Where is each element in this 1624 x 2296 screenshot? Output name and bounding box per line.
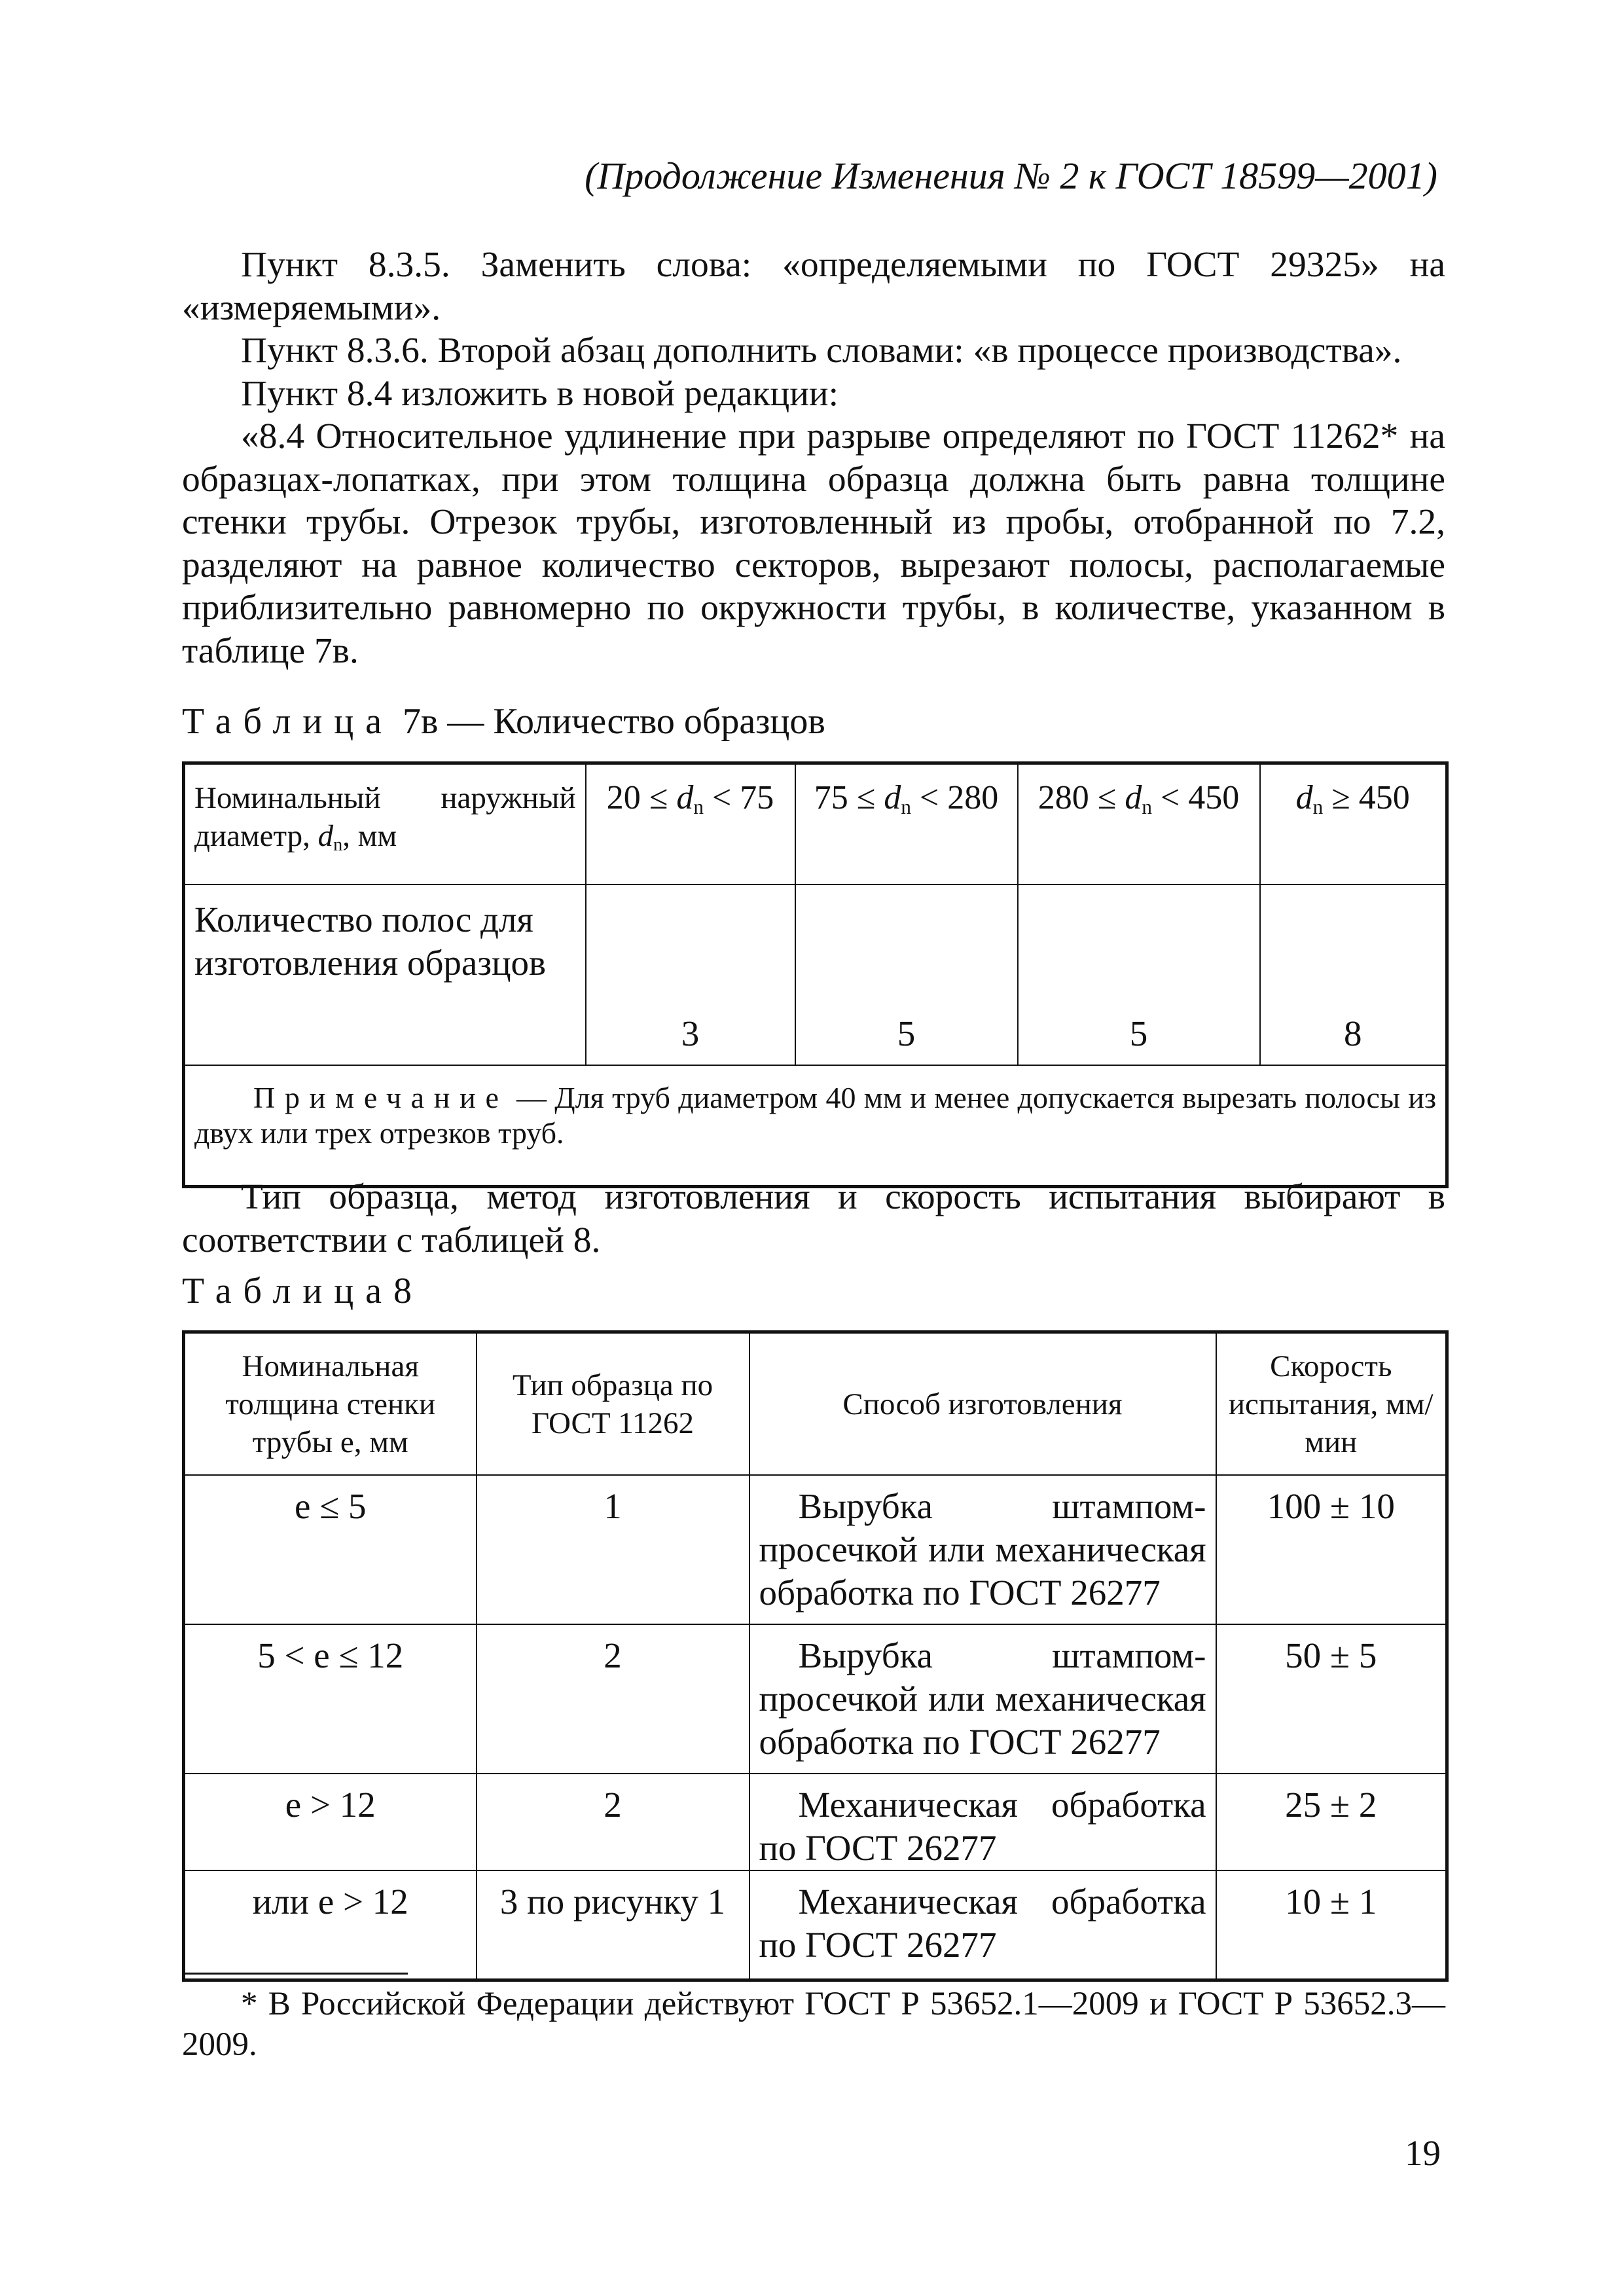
table-8-header-row — [184, 1332, 1447, 1476]
table-8-method: Вырубка штампом-просечкой или механическая обработка по ГОСТ 26277 — [749, 1475, 1216, 1624]
footnote: * В Российской Федерации действуют ГОСТ Р 53652.1—2009 и ГОСТ Р 53652.3—2009. — [182, 1986, 1445, 2063]
table-8-header-speed: Скорость испытания, мм/мин — [1216, 1332, 1447, 1476]
table-8-header-type: Тип образца по ГОСТ 11262 — [477, 1332, 749, 1476]
table-row — [184, 1624, 1447, 1774]
table-7b-note-word: Примечание — [253, 1081, 509, 1114]
table-8-method: Механическая обработка по ГОСТ 26277 — [749, 1774, 1216, 1870]
table-8-type: 3 по рисунку 1 — [477, 1870, 749, 1980]
body-text — [182, 244, 1445, 672]
table-8-type: 1 — [477, 1475, 749, 1624]
table-7b-cell: 5 — [795, 884, 1018, 1065]
table-8-thickness: 5 < e ≤ 12 — [184, 1624, 477, 1774]
table-7b-cell: 3 — [586, 884, 795, 1065]
running-head: (Продолжение Изменения № 2 к ГОСТ 18599—2001) — [585, 155, 1437, 197]
table-8-thickness: e > 12 — [184, 1774, 477, 1870]
table-7b-caption-title: 7в — Количество образцов — [402, 701, 825, 742]
table-7b-data-row — [184, 884, 1447, 1065]
table-8-header-thickness: Номинальная толщина стенки трубы e, мм — [184, 1332, 477, 1476]
table-8-header-method: Способ изготовления — [749, 1332, 1216, 1476]
table-row — [184, 1870, 1447, 1980]
table-8-speed: 50 ± 5 — [1216, 1624, 1447, 1774]
table-8-thickness: e ≤ 5 — [184, 1475, 477, 1624]
table-7b-header-label: Номинальный наружный диаметр, $d_n$, мм — [184, 763, 586, 885]
footnote-divider — [182, 1973, 408, 1975]
table-7b-header-col-4: $d_n \ge 450$ — [1260, 763, 1447, 885]
table-7b-row-label: Количество полос для изготовления образцов — [184, 884, 586, 1065]
paragraph-8-4-text: «8.4 Относительное удлинение при разрыве определяют по ГОСТ 11262* на образцах-лопатках, при этом толщина образца должна быть равна толщине стенки трубы. Отрезок трубы, изготовленный из пробы, отобранной по 7.2, разделяют на равное количество секторов, вырезают полосы, располагаемые приблизительно равномерно по окружности трубы, в количестве, указанном в таблице 7в. — [182, 416, 1445, 671]
paragraph-8-3-6: Пункт 8.3.6. Второй абзац дополнить словами: «в процессе производства». — [241, 331, 1402, 371]
table-8-caption-word: Таблица — [182, 1271, 393, 1311]
table-7b-caption-word: Таблица — [182, 701, 393, 742]
table-7b — [182, 761, 1449, 1188]
table-7b-header-col-2: $75 \le d_n < 280$ — [795, 763, 1018, 885]
table-8-caption — [182, 1270, 412, 1312]
paragraph-8-3-5: Пункт 8.3.5. Заменить слова: «определяемыми по ГОСТ 29325» на «измеряемыми». — [182, 245, 1445, 328]
table-7b-note-row — [184, 1065, 1447, 1187]
table-7b-cell: 8 — [1260, 884, 1447, 1065]
paragraph-8-4-intro: Пункт 8.4 изложить в новой редакции: — [241, 373, 839, 414]
table-8-method: Вырубка штампом-просечкой или механическая обработка по ГОСТ 26277 — [749, 1624, 1216, 1774]
table-8 — [182, 1330, 1449, 1982]
table-8-type: 2 — [477, 1624, 749, 1774]
table-7b-header-row — [184, 763, 1447, 885]
page-number: 19 — [1405, 2133, 1441, 2173]
table-7b-note-text: — Для труб диаметром 40 мм и менее допускается вырезать полосы из двух или трех отрезков труб. — [194, 1081, 1436, 1150]
table-8-thickness: или e > 12 — [184, 1870, 477, 1980]
table-8-method: Механическая обработка по ГОСТ 26277 — [749, 1870, 1216, 1980]
table-row — [184, 1475, 1447, 1624]
table-8-type: 2 — [477, 1774, 749, 1870]
paragraph-table-8-ref: Тип образца, метод изготовления и скорость испытания выбирают в соответствии с таблицей 8. — [182, 1177, 1445, 1260]
table-7b-caption — [182, 701, 825, 742]
table-7b-header-col-3: $280 \le d_n < 450$ — [1018, 763, 1260, 885]
table-8-speed: 10 ± 1 — [1216, 1870, 1447, 1980]
table-8-caption-number: 8 — [393, 1271, 412, 1311]
table-7b-cell: 5 — [1018, 884, 1260, 1065]
table-8-speed: 100 ± 10 — [1216, 1475, 1447, 1624]
table-8-speed: 25 ± 2 — [1216, 1774, 1447, 1870]
table-7b-header-col-1: $20 \le d_n < 75$ — [586, 763, 795, 885]
table-row — [184, 1774, 1447, 1870]
table-7b-note — [184, 1065, 1447, 1187]
